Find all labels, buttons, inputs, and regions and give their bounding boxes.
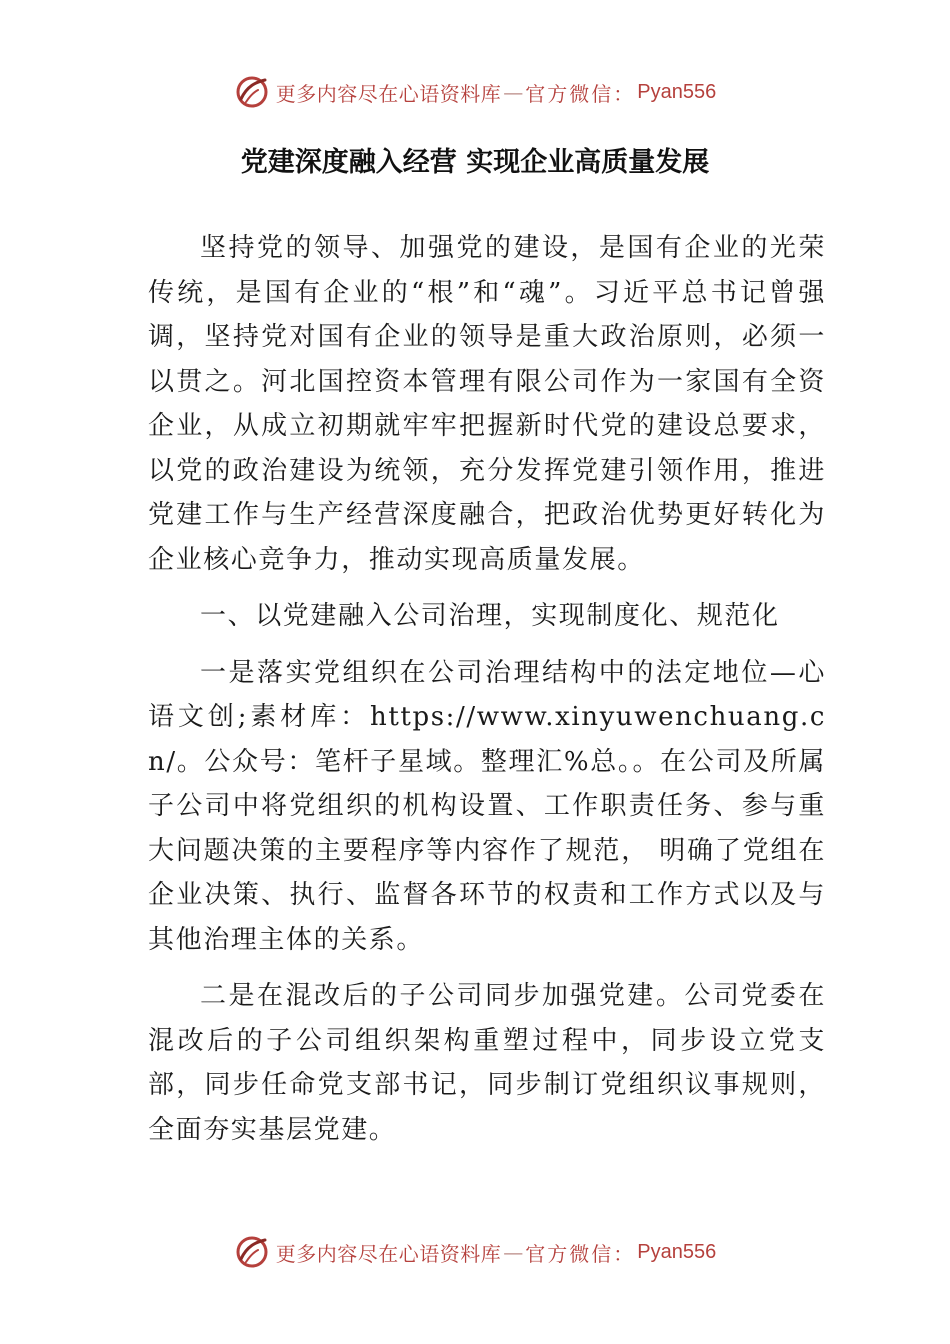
section-heading-1: 一、以党建融入公司治理，实现制度化、规范化 <box>200 601 780 631</box>
banner-colon: ： <box>613 81 634 106</box>
banner-wechat-id: Pyan556 <box>637 80 717 103</box>
paragraph-point-1: 一是落实党组织在公司治理结构中的法定地位—心语文创;素材库：https://www.xinyuwenchuang.cn/。公众号：笔杆子星域。整理汇%总。。在公司及所属子公司中将党组织的机构设置、工作职责任务、参与重大问题决策的主要程序等内容作了规范， 明确了党组在企业决策、执行、监督各环节的权责和工作方式以及与其他治理主体的关系。 <box>148 657 826 955</box>
paragraph-point-2: 二是在混改后的子公司同步加强党建。公司党委在混改后的子公司组织架构重塑过程中，同步设立党支部，同步任命党支部书记，同步制订党组织议事规则，全面夯实基层党建。 <box>148 981 826 1145</box>
header-banner <box>0 72 950 112</box>
footer-banner <box>0 1232 950 1272</box>
document-title: 党建深度融入经营 实现企业高质量发展 <box>240 147 710 178</box>
document-body <box>148 226 826 1152</box>
paragraph-intro: 坚持党的领导、加强党的建设，是国有企业的光荣传统，是国有企业的“根”和“魂”。习近平总书记曾强调，坚持党对国有企业的领导是重大政治原则，必须一以贯之。河北国控资本管理有限公司作为一家国有全资企业，从成立初期就牢牢把握新时代党的建设总要求，以党的政治建设为统领，充分发挥党建引领作用，推进党建工作与生产经营深度融合，把政治优势更好转化为企业核心竞争力，推动实现高质量发展。 <box>148 233 826 575</box>
banner-library-text: 更多内容尽在心语资料库 <box>275 1241 502 1266</box>
banner-wechat-label: 官方微信 <box>525 1241 614 1266</box>
banner-wechat-label: 官方微信 <box>525 81 614 106</box>
banner-library-text: 更多内容尽在心语资料库 <box>275 81 502 106</box>
banner-separator: — <box>503 80 524 104</box>
banner-wechat-id: Pyan556 <box>637 1240 717 1263</box>
seal-logo-icon <box>234 1234 270 1270</box>
banner-colon: ： <box>613 1241 634 1266</box>
banner-separator: — <box>503 1240 524 1264</box>
seal-logo-icon <box>234 74 270 110</box>
